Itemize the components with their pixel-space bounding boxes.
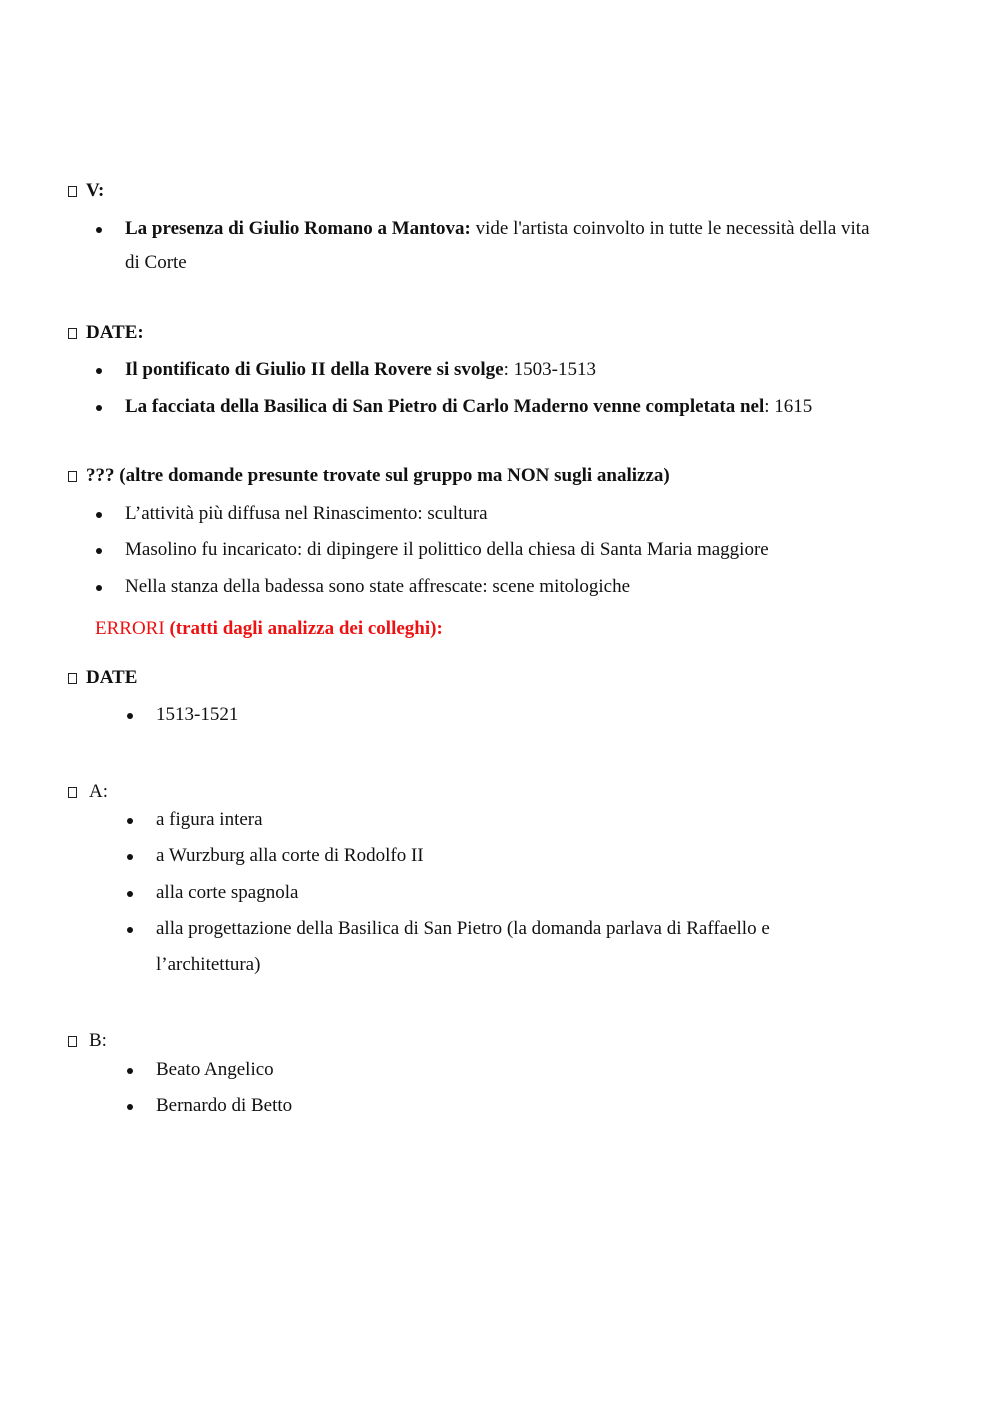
list-item: a Wurzburg alla corte di Rodolfo II <box>156 845 424 866</box>
list-item: Beato Angelico <box>156 1059 274 1080</box>
section-a-heading <box>68 781 108 803</box>
list-item: La presenza di Giulio Romano a Mantova: vide l'artista coinvolto in tutte le necessità della vita <box>125 218 870 239</box>
list-item: alla progettazione della Basilica di San Pietro (la domanda parlava di Raffaello e <box>156 918 770 939</box>
bullet-icon <box>127 927 133 933</box>
bullet-icon <box>127 818 133 824</box>
section-v-heading <box>68 180 104 202</box>
section-a-title: A: <box>89 781 108 802</box>
bullet-icon <box>96 227 102 233</box>
checkbox-icon <box>68 186 77 197</box>
checkbox-icon <box>68 471 77 482</box>
list-item: L’attività più diffusa nel Rinascimento: scultura <box>125 503 488 524</box>
section-date2-heading <box>68 667 137 689</box>
list-item: Nella stanza della badessa sono state affrescate: scene mitologiche <box>125 576 631 597</box>
bullet-icon <box>96 405 102 411</box>
checkbox-icon <box>68 787 77 798</box>
bullet-icon <box>127 891 133 897</box>
bullet-icon <box>127 854 133 860</box>
section-date2-title: DATE <box>86 667 138 688</box>
list-item-continuation: l’architettura) <box>156 954 261 975</box>
checkbox-icon <box>68 673 77 684</box>
errori-label: ERRORI (tratti dagli analizza dei colleghi): <box>95 618 443 639</box>
bullet-icon <box>96 368 102 374</box>
checkbox-icon <box>68 328 77 339</box>
bullet-icon <box>127 713 133 719</box>
list-item: Bernardo di Betto <box>156 1095 293 1116</box>
list-item: alla corte spagnola <box>156 882 299 903</box>
bullet-icon <box>96 548 102 554</box>
list-item: 1513-1521 <box>156 704 239 725</box>
section-misc-title: ??? (altre domande presunte trovate sul gruppo ma NON sugli analizza) <box>86 465 670 486</box>
section-misc-heading <box>68 465 670 487</box>
bullet-icon <box>96 585 102 591</box>
list-item: Il pontificato di Giulio II della Rovere si svolge: 1503-1513 <box>125 359 596 380</box>
bullet-icon <box>127 1068 133 1074</box>
bullet-icon <box>127 1104 133 1110</box>
list-item: Masolino fu incaricato: di dipingere il polittico della chiesa di Santa Maria maggiore <box>125 539 769 560</box>
bullet-icon <box>96 512 102 518</box>
section-v-title: V: <box>86 180 105 201</box>
section-date-title: DATE: <box>86 322 144 343</box>
section-b-title: B: <box>89 1030 107 1051</box>
checkbox-icon <box>68 1036 77 1047</box>
list-item: La facciata della Basilica di San Pietro di Carlo Maderno venne completata nel: 1615 <box>125 396 813 417</box>
section-b-heading <box>68 1030 107 1052</box>
list-item-continuation: di Corte <box>125 252 187 273</box>
section-date-heading <box>68 322 144 344</box>
list-item: a figura intera <box>156 809 263 830</box>
